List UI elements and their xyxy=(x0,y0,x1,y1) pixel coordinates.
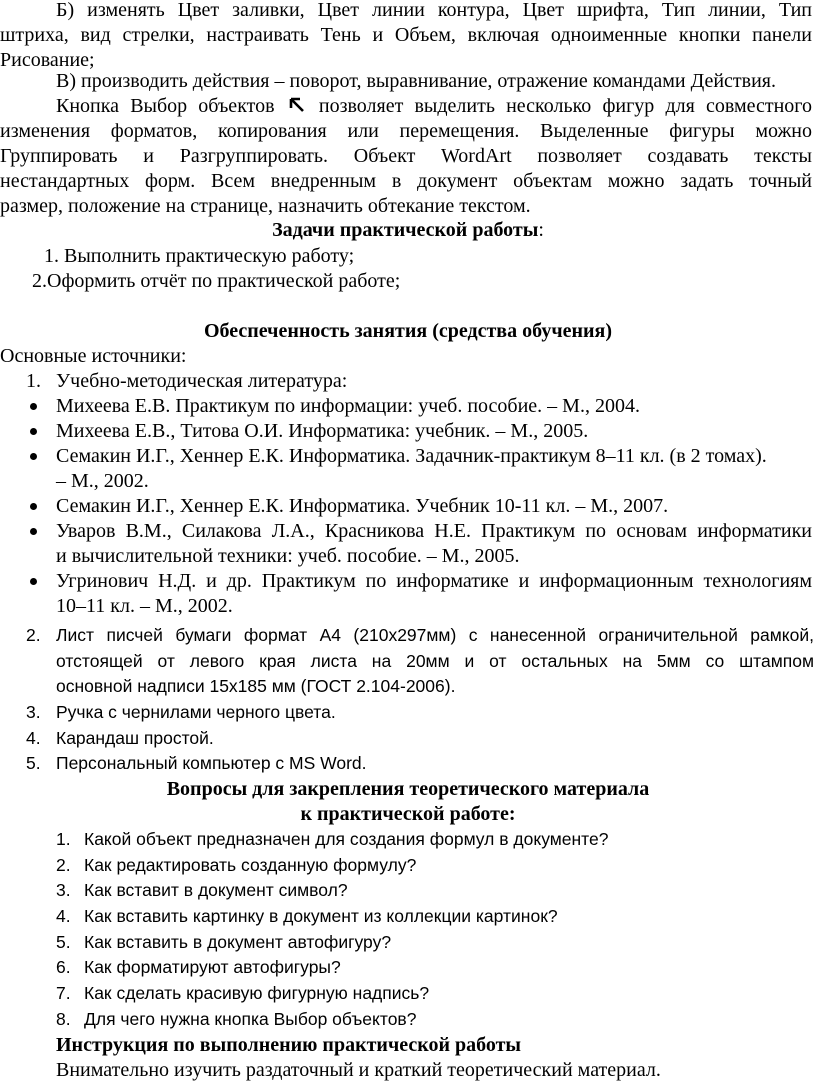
bullet-icon xyxy=(30,503,37,510)
item-4-number: 4. xyxy=(26,728,41,748)
book-2: Михеева Е.В., Титова О.И. Информатика: учебник. – М., 2005. xyxy=(56,420,589,442)
instruction-heading: Инструкция по выполнению практической работы xyxy=(56,1034,522,1056)
question-4-number: 4. xyxy=(56,906,71,926)
item-5-number: 5. xyxy=(26,753,41,773)
questions-heading-line-1: Вопросы для закрепления теоретического материала xyxy=(166,778,650,800)
paragraph-v: В) производить действия – поворот, выравнивание, отражение командами Действия. xyxy=(56,70,776,92)
instruction-text: Внимательно изучить раздаточный и краткий теоретический материал. xyxy=(56,1059,661,1081)
bullet-icon xyxy=(30,453,37,460)
question-1-text: Какой объект предназначен для создания формул в документе? xyxy=(84,829,609,849)
book-1: Михеева Е.В. Практикум по информации: учеб. пособие. – М., 2004. xyxy=(56,395,640,417)
item-2-number: 2. xyxy=(26,625,41,645)
question-7-text: Как сделать красивую фигурную надпись? xyxy=(84,983,430,1003)
book-6-line-2: 10–11 кл. – М., 2002. xyxy=(56,595,233,617)
question-8-text: Для чего нужна кнопка Выбор объектов? xyxy=(84,1009,417,1029)
book-5-line-2: и вычислительной техники: учеб. пособие. – М., 2005. xyxy=(56,545,520,567)
item-3-number: 3. xyxy=(26,702,41,722)
item-2-line-2: отстоящей от левого края листа на 20мм и от остальных на 5мм со штампом xyxy=(56,650,814,671)
item-2-line-1: Лист писчей бумаги формат А4 (210х297мм) с нанесенной ограничительной рамкой, xyxy=(56,625,814,645)
tasks-heading-text: Задачи практической работы xyxy=(272,219,539,241)
book-3-line-2: – М., 2002. xyxy=(56,470,149,492)
paragraph-select-line-4: нестандартных форм. Всем внедренным в документ объектам можно задать точный xyxy=(0,170,812,192)
paragraph-select-line-3: Группировать и Разгруппировать. Объект WordArt позволяет создавать тексты xyxy=(0,145,812,167)
select-objects-text-a: Кнопка Выбор объектов xyxy=(56,95,275,117)
paragraph-b-line-3: Рисование; xyxy=(0,49,95,71)
question-6-number: 6. xyxy=(56,957,71,977)
item-1-number: 1. xyxy=(26,370,41,392)
question-6-text: Как форматируют автофигуры? xyxy=(84,957,341,977)
provision-heading: Обеспеченность занятия (средства обучения) xyxy=(203,320,613,342)
paragraph-select-line-5: размер, положение на странице, назначить обтекание текстом. xyxy=(0,195,531,217)
book-3-line-1: Семакин И.Г., Хеннер Е.К. Информатика. Задачник-практикум 8–11 кл. (в 2 томах). xyxy=(56,445,767,467)
item-1-text: Учебно-методическая литература: xyxy=(56,370,348,392)
task-item-2: 2.Оформить отчёт по практической работе; xyxy=(32,270,401,292)
item-3-text: Ручка с чернилами черного цвета. xyxy=(56,702,336,722)
tasks-heading xyxy=(0,218,816,243)
question-5-text: Как вставить в документ автофигуру? xyxy=(84,932,392,952)
question-2-text: Как редактировать созданную формулу? xyxy=(84,855,417,875)
task-item-1: 1. Выполнить практическую работу; xyxy=(44,245,355,267)
questions-heading-line-2: к практической работе: xyxy=(300,803,516,825)
item-5-text: Персональный компьютер с MS Word. xyxy=(56,753,367,773)
paragraph-b xyxy=(0,0,816,73)
question-7-number: 7. xyxy=(56,983,71,1003)
paragraph-b-line-1: Б) изменять Цвет заливки, Цвет линии контура, Цвет шрифта, Тип линии, Тип xyxy=(56,0,812,21)
item-2-line-3: основной надписи 15х185 мм (ГОСТ 2.104-2006). xyxy=(56,676,456,696)
bullet-icon xyxy=(30,528,37,535)
paragraph-b-line-2: штриха, вид стрелки, настраивать Тень и Объем, включая одноименные кнопки панели xyxy=(0,24,812,46)
book-5 xyxy=(56,519,812,569)
bullet-icon xyxy=(30,428,37,435)
question-8-number: 8. xyxy=(56,1009,71,1029)
book-6 xyxy=(56,569,812,619)
question-2-number: 2. xyxy=(56,855,71,875)
item-4-text: Карандаш простой. xyxy=(56,728,214,748)
paragraph-select-line-1 xyxy=(0,94,816,119)
tasks-heading-colon: : xyxy=(538,219,544,241)
paragraph-select-objects xyxy=(0,94,816,219)
bullet-icon xyxy=(30,578,37,585)
question-1-number: 1. xyxy=(56,829,71,849)
question-5-number: 5. xyxy=(56,932,71,952)
paragraph-select-line-2: изменения форматов, копирования или перемещения. Выделенные фигуры можно xyxy=(0,120,812,142)
book-4: Семакин И.Г., Хеннер Е.К. Информатика. Учебник 10-11 кл. – М., 2007. xyxy=(56,495,669,517)
select-objects-text-b: позволяет выделить несколько фигур для совместного xyxy=(318,95,813,117)
book-5-line-1: Уваров В.М., Силакова Л.А., Красникова Н.Е. Практикум по основам информатики xyxy=(56,520,812,542)
question-3-number: 3. xyxy=(56,880,71,900)
question-3-text: Как вставит в документ символ? xyxy=(84,880,348,900)
question-4-text: Как вставить картинку в документ из коллекции картинок? xyxy=(84,906,558,926)
item-2 xyxy=(56,623,814,700)
bullet-icon xyxy=(30,403,37,410)
book-6-line-1: Угринович Н.Д. и др. Практикум по информатике и информационным технологиям xyxy=(56,570,812,592)
select-objects-arrow-icon xyxy=(288,96,306,114)
sources-label: Основные источники: xyxy=(0,345,187,367)
